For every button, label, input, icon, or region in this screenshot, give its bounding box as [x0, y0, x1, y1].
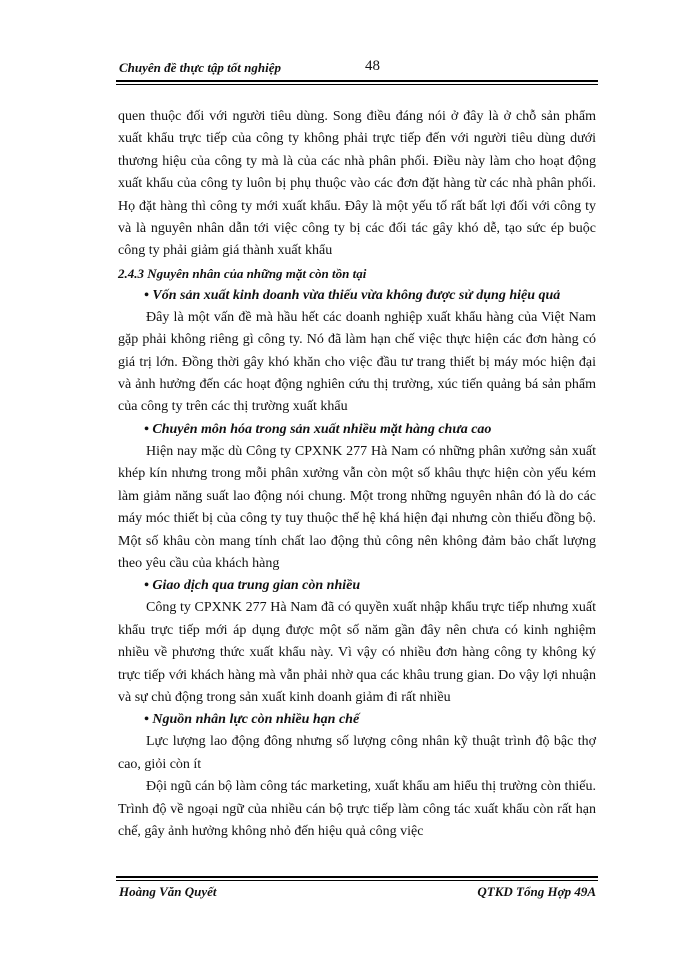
page-number: 48 [365, 58, 380, 74]
intro-paragraph: quen thuộc đối với người tiêu dùng. Song điều đáng nói ở đây là ở chỗ sản phẩm xuất khẩu trực tiếp của công ty không phải trực tiếp đến với người tiêu dùng dưới thương hiệu của công ty mà là của các nhà phân phối. Điều này làm cho hoạt động xuất khẩu của công ty luôn bị phụ thuộc vào các đơn đặt hàng từ các nhà phân phối. Họ đặt hàng thì công ty mới xuất khẩu. Đây là một yếu tố rất bất lợi đối với công ty và là nguyên nhân dẫn tới việc công ty bị các đối tác gây khó dễ, tạo sức ép buộc công ty phải giảm giá thành xuất khẩu [118, 109, 596, 259]
bullet-heading-intermediaries: • Giao dịch qua trung gian còn nhiều [144, 578, 361, 594]
footer-rule-thick [116, 876, 598, 878]
paragraph-staff: Đội ngũ cán bộ làm công tác marketing, xuất khẩu am hiểu thị trường còn thiếu. Trình độ về ngoại ngữ của nhiều cán bộ trực tiếp làm công tác xuất khẩu còn rất hạn chế, gây ảnh hưởng không nhỏ đến hiệu quả công việc [118, 779, 596, 839]
paragraph-capital: Đây là một vấn đề mà hầu hết các doanh nghiệp xuất khẩu hàng của Việt Nam gặp phải không riêng gì công ty. Nó đã làm hạn chế việc thực hiện các đơn hàng có giá trị lớn. Đồng thời gây khó khăn cho việc đầu tư trang thiết bị máy móc hiện đại và ảnh hưởng đến các hoạt động nghiên cứu thị trường, xúc tiến quảng bá sản phẩm của công ty trên các thị trường xuất khẩu [118, 309, 596, 415]
header-rule-thick [116, 80, 598, 82]
paragraph-intermediaries: Công ty CPXNK 277 Hà Nam đã có quyền xuất nhập khẩu trực tiếp nhưng xuất khẩu trực tiếp mới áp dụng được một số năm gần đây nên chưa có kinh nghiệm nhiều về phương thức xuất khẩu này. Vì vậy có nhiều đơn hàng công ty không ký trực tiếp với khách hàng mà vẫn phải nhờ qua các khâu trung gian. Do vậy lợi nhuận và sự chủ động trong sản xuất kinh doanh giảm đi rất nhiều [118, 600, 596, 705]
header-rule-thin [116, 84, 598, 85]
footer-class: QTKD Tổng Hợp 49A [477, 884, 596, 899]
footer-rule-thin [116, 880, 598, 881]
footer-author: Hoàng Văn Quyết [119, 884, 217, 899]
paragraph-labor-force: Lực lượng lao động đông nhưng số lượng công nhân kỹ thuật trình độ bậc thợ cao, giỏi còn ít [118, 734, 596, 772]
bullet-heading-specialization: • Chuyên môn hóa trong sản xuất nhiều mặt hàng chưa cao [144, 421, 492, 437]
section-heading: 2.4.3 Nguyên nhân của những mặt còn tồn tại [118, 265, 367, 281]
paragraph-specialization: Hiện nay mặc dù Công ty CPXNK 277 Hà Nam có những phân xưởng sản xuất khép kín nhưng trong mỗi phân xưởng vẫn còn một số khâu thực hiện còn yếu kém làm giảm năng suất lao động nói chung. Một trong những nguyên nhân đó là do các máy móc thiết bị của công ty tuy thuộc thế hệ khá hiện đại nhưng còn thiếu đồng bộ. Một số khâu còn mang tính chất lao động thủ công nên không đảm bảo chất lượng theo yêu cầu của khách hàng [118, 443, 596, 571]
bullet-heading-capital: • Vốn sản xuất kinh doanh vừa thiếu vừa không được sử dụng hiệu quả [144, 287, 561, 303]
page-body [118, 106, 596, 843]
bullet-heading-human-resources: • Nguồn nhân lực còn nhiều hạn chế [144, 712, 360, 728]
header-title: Chuyên đề thực tập tốt nghiệp [119, 60, 281, 75]
